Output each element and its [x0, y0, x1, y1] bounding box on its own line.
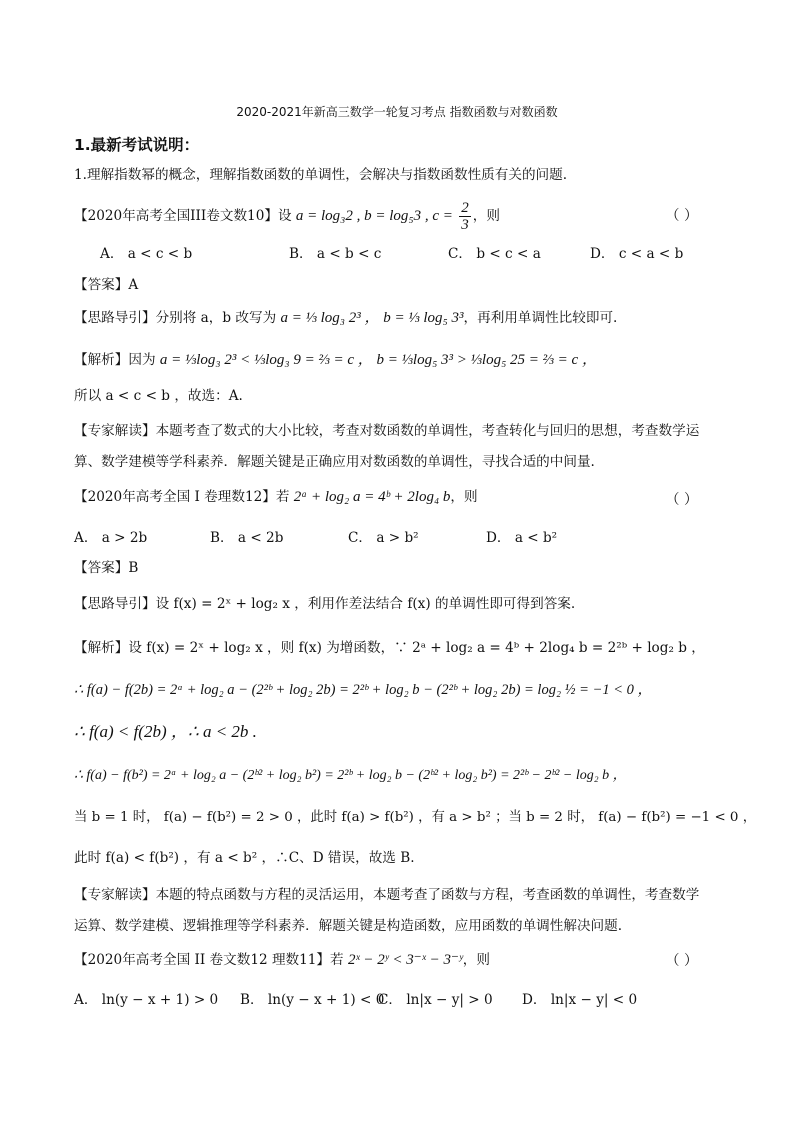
- q2-solution-3: ∴ f(a) < f(2b) ，∴ a < 2b .: [74, 722, 257, 741]
- page-header: 2020-2021年新高三数学一轮复习考点 指数函数与对数函数: [236, 105, 558, 119]
- q2-answer-blank: （ ）: [665, 492, 698, 508]
- q3-answer-blank: （ ）: [665, 953, 698, 969]
- q1-stem: 【2020年高考全国III卷文数10】设 a = log₃2 , b = log₅3 , c = $\frac{2}{3}$ ，则: [74, 200, 500, 233]
- exam-description: 1.理解指数幂的概念，理解指数函数的单调性，会解决与指数函数性质有关的问题.: [74, 167, 568, 183]
- q2-solution-4: ∴ f(a) − f(b²) = 2ᵃ + log₂ a − (2ᵇ² + log₂ b²) = 2²ᵇ + log₂ b − (2ᵇ² + log₂ b²) = 2²ᵇ − 2ᵇ² − log₂ b ，: [74, 768, 627, 783]
- q2-hint: 【思路导引】设 f(x) = 2ˣ + log₂ x ，利用作差法结合 f(x) 的单调性即可得到答案.: [74, 596, 576, 612]
- q2-option-c: C． a > b²: [348, 530, 419, 546]
- q1-fraction: $\frac{2}{3}$: [461, 200, 469, 233]
- q2-option-a: A． a > 2b: [74, 530, 148, 546]
- q2-solution-2: ∴ f(a) − f(2b) = 2ᵃ + log₂ a − (2²ᵇ + log₂ 2b) = 2²ᵇ + log₂ b − (2²ᵇ + log₂ 2b) = log₂ ½ = −1 < 0 ，: [74, 682, 652, 698]
- q1-expert-2: 算、数学建模等学科素养．解题关键是正确应用对数函数的单调性，寻找合适的中间量.: [74, 454, 595, 470]
- q1-solution-end: 所以 a < c < b ，故选：A.: [74, 388, 243, 404]
- q2-solution-6: 此时 f(a) < f(b²) ，有 a < b² ，∴C、D 错误，故选 B.: [74, 850, 415, 866]
- q1-answer-blank: （ ）: [665, 208, 698, 224]
- section-title: 1.最新考试说明：: [74, 136, 200, 154]
- q1-answer: 【答案】A: [74, 277, 139, 293]
- q1-option-c: C． b < c < a: [448, 246, 541, 262]
- q1-hint: 【思路导引】分别将 a，b 改写为 a = ⅓ log₃ 2³ ， b = ⅓ log₅ 3³，再利用单调性比较即可.: [74, 310, 618, 326]
- q1-solution: 【解析】因为 a = ⅓log₃ 2³ < ⅓log₃ 9 = ⅔ = c ， b = ⅓log₅ 3³ > ⅓log₅ 25 = ⅔ = c ，: [74, 352, 597, 368]
- q3-option-a: A． ln(y − x + 1) > 0: [74, 992, 219, 1008]
- q2-solution-5: 当 b = 1 时， f(a) − f(b²) = 2 > 0 ，此时 f(a) > f(b²) ，有 a > b² ；当 b = 2 时， f(a) − f(b²) = −1 < 0 ，: [74, 810, 757, 825]
- q2-stem: 【2020年高考全国 I 卷理数12】若 2ᵃ + log₂ a = 4ᵇ + 2log₄ b，则: [74, 489, 478, 505]
- q3-source: 【2020年高考全国 II 卷文数12 理数11】: [74, 952, 331, 968]
- q2-source: 【2020年高考全国 I 卷理数12】: [74, 489, 276, 505]
- q3-option-c: C． ln|x − y| > 0: [378, 992, 493, 1008]
- q2-expert: 【专家解读】本题的特点函数与方程的灵活运用，本题考查了函数与方程，考查函数的单调性，考查数学: [74, 887, 700, 903]
- q2-option-d: D． a < b²: [486, 530, 558, 546]
- q1-option-a: A． a < c < b: [100, 246, 193, 262]
- q1-stem-math: a = log₃2 , b = log₅3 , c =: [295, 208, 453, 224]
- q2-expert-2: 运算、数学建模、逻辑推理等学科素养．解题关键是构造函数，应用函数的单调性解决问题.: [74, 918, 623, 934]
- q1-expert: 【专家解读】本题考查了数式的大小比较，考查对数函数的单调性，考查转化与回归的思想，考查数学运: [74, 423, 700, 439]
- q3-stem: 【2020年高考全国 II 卷文数12 理数11】若 2ˣ − 2ʸ < 3⁻ˣ − 3⁻ʸ，则: [74, 952, 490, 968]
- q2-option-b: B． a < 2b: [210, 530, 284, 546]
- q2-answer: 【答案】B: [74, 560, 139, 576]
- q3-option-d: D． ln|x − y| < 0: [522, 992, 638, 1008]
- q2-solution-1: 【解析】设 f(x) = 2ˣ + log₂ x ，则 f(x) 为增函数，∵ 2ᵃ + log₂ a = 4ᵇ + 2log₄ b = 2²ᵇ + log₂ b ，: [74, 640, 705, 656]
- q1-source: 【2020年高考全国III卷文数10】: [74, 208, 278, 224]
- q1-option-d: D． c < a < b: [590, 246, 684, 262]
- q3-option-b: B． ln(y − x + 1) < 0: [240, 992, 385, 1008]
- q1-option-b: B． a < b < c: [289, 246, 382, 262]
